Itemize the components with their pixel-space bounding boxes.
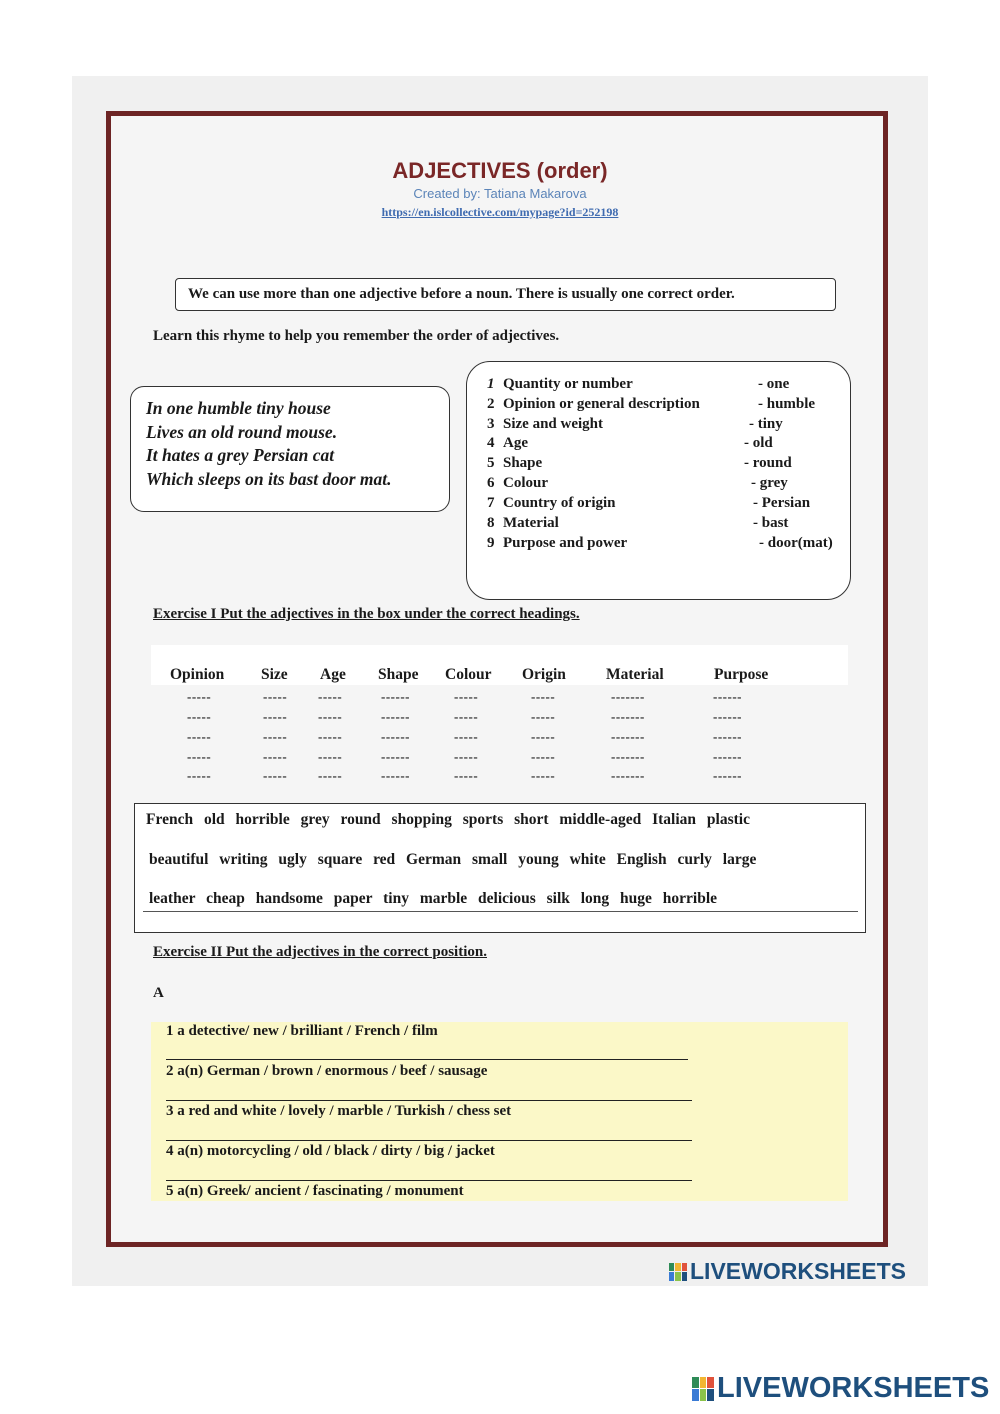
- logo-tile: [692, 1377, 699, 1389]
- order-category: Shape: [503, 455, 543, 471]
- logo-text: LIVEWORKSHEETS: [717, 1372, 990, 1404]
- order-number: 8: [487, 515, 495, 531]
- logo-tile: [707, 1389, 714, 1401]
- order-number: 2: [487, 396, 495, 412]
- answer-blank[interactable]: ------: [381, 709, 410, 724]
- logo-tile: [700, 1377, 707, 1389]
- answer-blank[interactable]: -----: [263, 749, 288, 764]
- exercise-item: 3 a red and white / lovely / marble / Turkish / chess set: [166, 1103, 512, 1119]
- answer-blank[interactable]: -------: [611, 689, 645, 704]
- answer-blank[interactable]: -----: [531, 709, 556, 724]
- order-example: - grey: [751, 475, 788, 491]
- order-example: - old: [744, 435, 773, 451]
- answer-line[interactable]: [166, 1140, 692, 1141]
- order-number: 6: [487, 475, 495, 491]
- heading-material: Material: [606, 666, 664, 683]
- order-category: Colour: [503, 475, 548, 491]
- order-example: - Persian: [753, 495, 811, 511]
- rhyme-line: Which sleeps on its bast door mat.: [146, 468, 392, 489]
- answer-blank[interactable]: -----: [531, 749, 556, 764]
- logo-grid-icon: [669, 1263, 687, 1281]
- answer-blank[interactable]: -----: [318, 729, 343, 744]
- word-bank-divider: [143, 911, 858, 912]
- order-example: - tiny: [749, 416, 783, 432]
- rule-box: We can use more than one adjective before a noun. There is usually one correct order.: [175, 278, 836, 311]
- logo-tile: [675, 1263, 680, 1272]
- answer-blank[interactable]: -------: [611, 729, 645, 744]
- answer-blank[interactable]: -------: [611, 768, 645, 783]
- answer-blank[interactable]: -----: [318, 689, 343, 704]
- heading-opinion: Opinion: [170, 666, 225, 683]
- order-example: - one: [758, 376, 790, 392]
- answer-blank[interactable]: ------: [381, 689, 410, 704]
- word-bank-line: beautiful writing ugly square red German small young white English curly large: [149, 851, 757, 868]
- answer-line[interactable]: [166, 1100, 692, 1101]
- heading-colour: Colour: [445, 666, 492, 683]
- order-number: 4: [487, 435, 495, 451]
- page-title: ADJECTIVES (order): [392, 158, 608, 183]
- author-link[interactable]: https://en.islcollective.com/mypage?id=252198: [381, 205, 619, 219]
- author-credit: Created by: Tatiana Makarova: [413, 186, 587, 201]
- word-bank-line: French old horrible grey round shopping sports short middle-aged Italian plastic: [146, 811, 750, 828]
- answer-blank[interactable]: -----: [454, 729, 479, 744]
- answer-blank[interactable]: -----: [263, 709, 288, 724]
- order-number: 9: [487, 535, 495, 551]
- answer-blank[interactable]: -----: [187, 729, 212, 744]
- answer-blank[interactable]: -----: [454, 768, 479, 783]
- logo-tile: [682, 1263, 687, 1272]
- order-category: Opinion or general description: [503, 396, 700, 412]
- answer-blank[interactable]: -----: [318, 749, 343, 764]
- logo-tile: [669, 1263, 674, 1272]
- answer-blank[interactable]: -----: [318, 709, 343, 724]
- order-number: 7: [487, 495, 495, 511]
- answer-blank[interactable]: -----: [454, 709, 479, 724]
- order-example: - round: [744, 455, 792, 471]
- section-label: A: [153, 985, 164, 1001]
- exercise-item: 2 a(n) German / brown / enormous / beef / sausage: [166, 1063, 488, 1079]
- logo-tile: [692, 1389, 699, 1401]
- answer-blank[interactable]: -----: [263, 729, 288, 744]
- answer-blank[interactable]: -------: [611, 749, 645, 764]
- answer-blank[interactable]: ------: [381, 768, 410, 783]
- exercise-item: 1 a detective/ new / brilliant / French / film: [166, 1023, 438, 1039]
- answer-blank[interactable]: ------: [713, 709, 742, 724]
- answer-blank[interactable]: -----: [318, 768, 343, 783]
- order-example: - humble: [758, 396, 816, 412]
- liveworksheets-logo-inner: [669, 1258, 906, 1285]
- answer-blank[interactable]: -----: [454, 689, 479, 704]
- answer-blank[interactable]: -----: [454, 749, 479, 764]
- rhyme-box: [130, 386, 450, 512]
- order-category: Size and weight: [503, 416, 604, 432]
- exercise-1-title: Exercise I Put the adjectives in the box under the correct headings.: [153, 606, 580, 622]
- heading-purpose: Purpose: [714, 666, 769, 683]
- order-number: 5: [487, 455, 495, 471]
- answer-blank[interactable]: -----: [187, 768, 212, 783]
- logo-tile: [682, 1272, 687, 1281]
- answer-blank[interactable]: -----: [263, 689, 288, 704]
- logo-tile: [707, 1377, 714, 1389]
- heading-shape: Shape: [378, 666, 419, 683]
- order-category: Country of origin: [503, 495, 616, 511]
- intro-text: Learn this rhyme to help you remember the order of adjectives.: [153, 328, 560, 344]
- answer-blank[interactable]: ------: [713, 729, 742, 744]
- answer-blank[interactable]: -----: [531, 689, 556, 704]
- answer-blank[interactable]: -------: [611, 709, 645, 724]
- rhyme-line: Lives an old round mouse.: [146, 421, 338, 442]
- answer-blank[interactable]: ------: [713, 749, 742, 764]
- answer-blank[interactable]: ------: [713, 768, 742, 783]
- rhyme-line: It hates a grey Persian cat: [146, 445, 335, 465]
- heading-age: Age: [320, 666, 346, 683]
- order-category: Purpose and power: [503, 535, 628, 551]
- exercise-2-title: Exercise II Put the adjectives in the correct position.: [153, 944, 487, 960]
- answer-blank[interactable]: -----: [531, 768, 556, 783]
- logo-tile: [675, 1272, 680, 1281]
- answer-blank[interactable]: ------: [381, 749, 410, 764]
- order-example: - bast: [753, 515, 789, 531]
- logo-tile: [700, 1389, 707, 1401]
- adjective-order-box: [466, 361, 851, 600]
- answer-blank[interactable]: -----: [187, 689, 212, 704]
- logo-tile: [669, 1272, 674, 1281]
- heading-origin: Origin: [522, 666, 566, 683]
- answer-blank[interactable]: -----: [531, 729, 556, 744]
- rhyme-line: In one humble tiny house: [146, 398, 331, 418]
- answer-blank[interactable]: ------: [713, 689, 742, 704]
- order-number: 1: [487, 376, 495, 392]
- exercise-item: 5 a(n) Greek/ ancient / fascinating / monument: [166, 1183, 464, 1199]
- order-number: 3: [487, 416, 495, 432]
- order-category: Material: [503, 515, 559, 531]
- liveworksheets-logo: [692, 1372, 989, 1405]
- logo-grid-icon: [692, 1377, 714, 1401]
- answer-blank[interactable]: ------: [381, 729, 410, 744]
- exercise-item: 4 a(n) motorcycling / old / black / dirty / big / jacket: [166, 1143, 495, 1159]
- answer-line[interactable]: [166, 1059, 688, 1060]
- order-category: Age: [503, 435, 528, 451]
- heading-size: Size: [261, 666, 288, 683]
- order-example: - door(mat): [759, 535, 833, 551]
- order-category: Quantity or number: [503, 376, 633, 392]
- answer-blank[interactable]: -----: [263, 768, 288, 783]
- word-bank-line: leather cheap handsome paper tiny marble delicious silk long huge horrible: [149, 890, 718, 907]
- answer-line[interactable]: [166, 1180, 692, 1181]
- answer-blank[interactable]: -----: [187, 749, 212, 764]
- answer-blank[interactable]: -----: [187, 709, 212, 724]
- logo-text: LIVEWORKSHEETS: [690, 1258, 906, 1284]
